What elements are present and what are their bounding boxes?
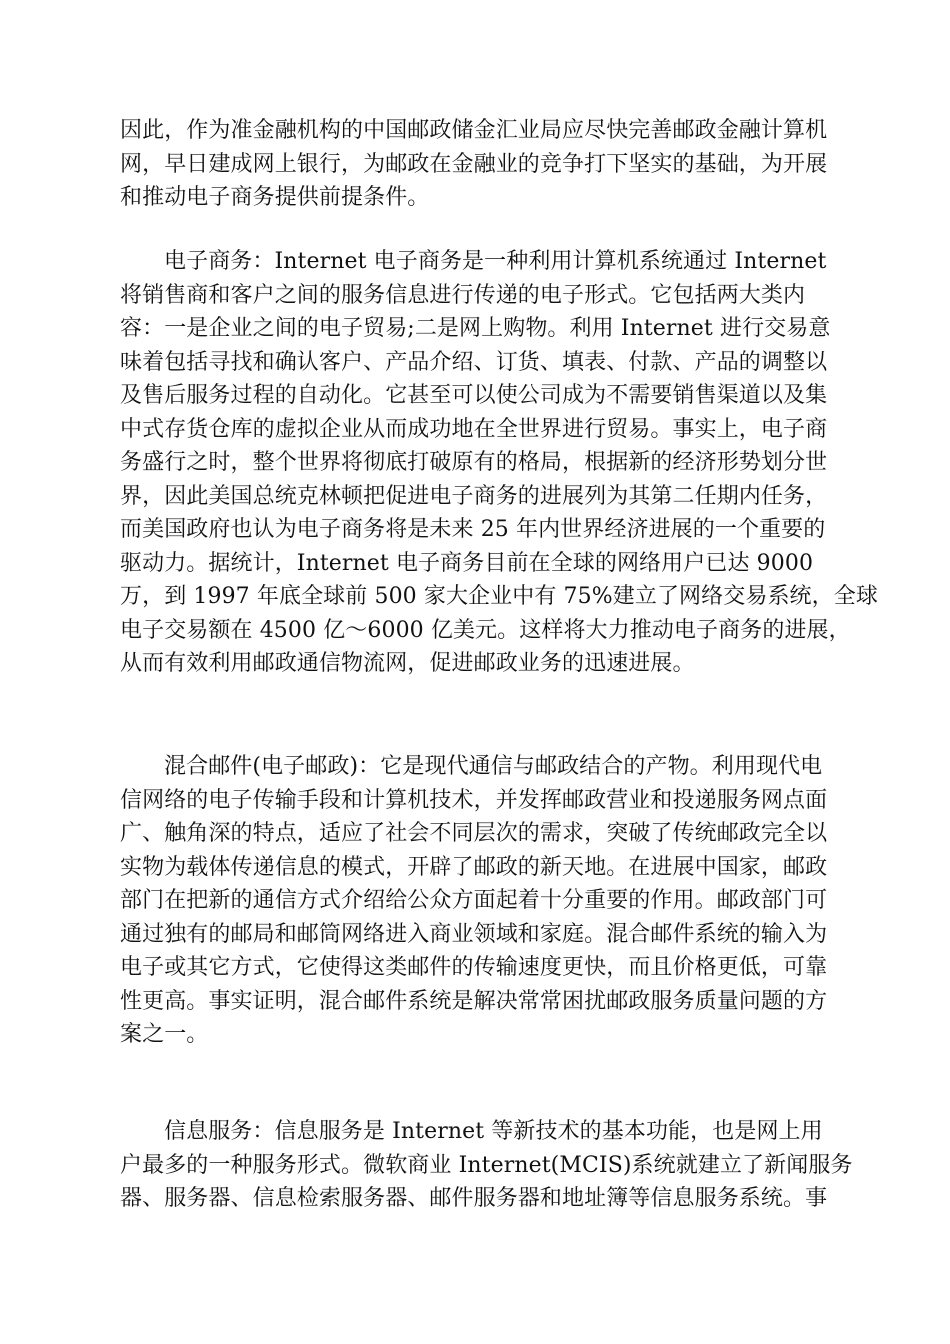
paragraph-e-commerce xyxy=(120,245,878,681)
text-line: 网，早日建成网上银行，为邮政在金融业的竞争打下坚实的基础，为开展 xyxy=(120,151,828,177)
text-line: 界，因此美国总统克林顿把促进电子商务的进展列为其第二任期内任务， xyxy=(120,483,828,509)
text-line: 容：一是企业之间的电子贸易;二是网上购物。利用 Internet 进行交易意 xyxy=(120,316,831,341)
text-line: 万，到 1997 年底全球前 500 家大企业中有 75%建立了网络交易系统，全球 xyxy=(120,584,878,609)
paragraph-information-services xyxy=(120,1115,853,1216)
text-line: 因此，作为准金融机构的中国邮政储金汇业局应尽快完善邮政金融计算机 xyxy=(120,118,828,143)
paragraph-hybrid-mail xyxy=(120,750,840,1052)
text-line: 户最多的一种服务形式。微软商业 Internet(MCIS)系统就建立了新闻服务 xyxy=(120,1152,853,1178)
text-line: 部门在把新的通信方式介绍给公众方面起着十分重要的作用。邮政部门可 xyxy=(120,888,828,913)
text-line: 实物为载体传递信息的模式，开辟了邮政的新天地。在进展中国家，邮政 xyxy=(120,854,828,880)
text-line: 性更高。事实证明，混合邮件系统是解决常常困扰邮政服务质量问题的方 xyxy=(120,988,828,1014)
text-line: 案之一。 xyxy=(120,1022,209,1047)
text-line: 务盛行之时，整个世界将彻底打破原有的格局，根据新的经济形势划分世 xyxy=(120,450,828,475)
paragraph-postal-finance xyxy=(120,114,840,215)
text-line: 及售后服务过程的自动化。它甚至可以使公司成为不需要销售渠道以及集 xyxy=(120,383,828,408)
text-line: 电子商务：Internet 电子商务是一种利用计算机系统通过 Internet xyxy=(164,249,827,274)
text-line: 从而有效利用邮政通信物流网，促进邮政业务的迅速进展。 xyxy=(120,651,695,676)
text-line: 驱动力。据统计，Internet 电子商务目前在全球的网络用户已达 9000 xyxy=(120,550,814,576)
text-line: 器、服务器、信息检索服务器、邮件服务器和地址簿等信息服务系统。事 xyxy=(120,1186,828,1211)
text-line: 而美国政府也认为电子商务将是未来 25 年内世界经济进展的一个重要的 xyxy=(120,517,826,542)
text-line: 中式存货仓库的虚拟企业从而成功地在全世界进行贸易。事实上，电子商 xyxy=(120,416,828,442)
text-line: 味着包括寻找和确认客户、产品介绍、订货、填表、付款、产品的调整以 xyxy=(120,349,828,375)
text-line: 信网络的电子传输手段和计算机技术，并发挥邮政营业和投递服务网点面 xyxy=(120,787,828,813)
text-line: 将销售商和客户之间的服务信息进行传递的电子形式。它包括两大类内 xyxy=(120,282,806,308)
text-line: 信息服务：信息服务是 Internet 等新技术的基本功能，也是网上用 xyxy=(164,1119,823,1144)
text-line: 和推动电子商务提供前提条件。 xyxy=(120,185,430,210)
text-line: 电子交易额在 4500 亿～6000 亿美元。这样将大力推动电子商务的进展， xyxy=(120,617,851,643)
text-line: 电子或其它方式，它使得这类邮件的传输速度更快，而且价格更低，可靠 xyxy=(120,955,828,980)
text-line: 通过独有的邮局和邮筒网络进入商业领域和家庭。混合邮件系统的输入为 xyxy=(120,921,828,947)
text-line: 混合邮件(电子邮政)：它是现代通信与邮政结合的产物。利用现代电 xyxy=(164,754,823,779)
text-line: 广、触角深的特点，适应了社会不同层次的需求，突破了传统邮政完全以 xyxy=(120,821,828,846)
